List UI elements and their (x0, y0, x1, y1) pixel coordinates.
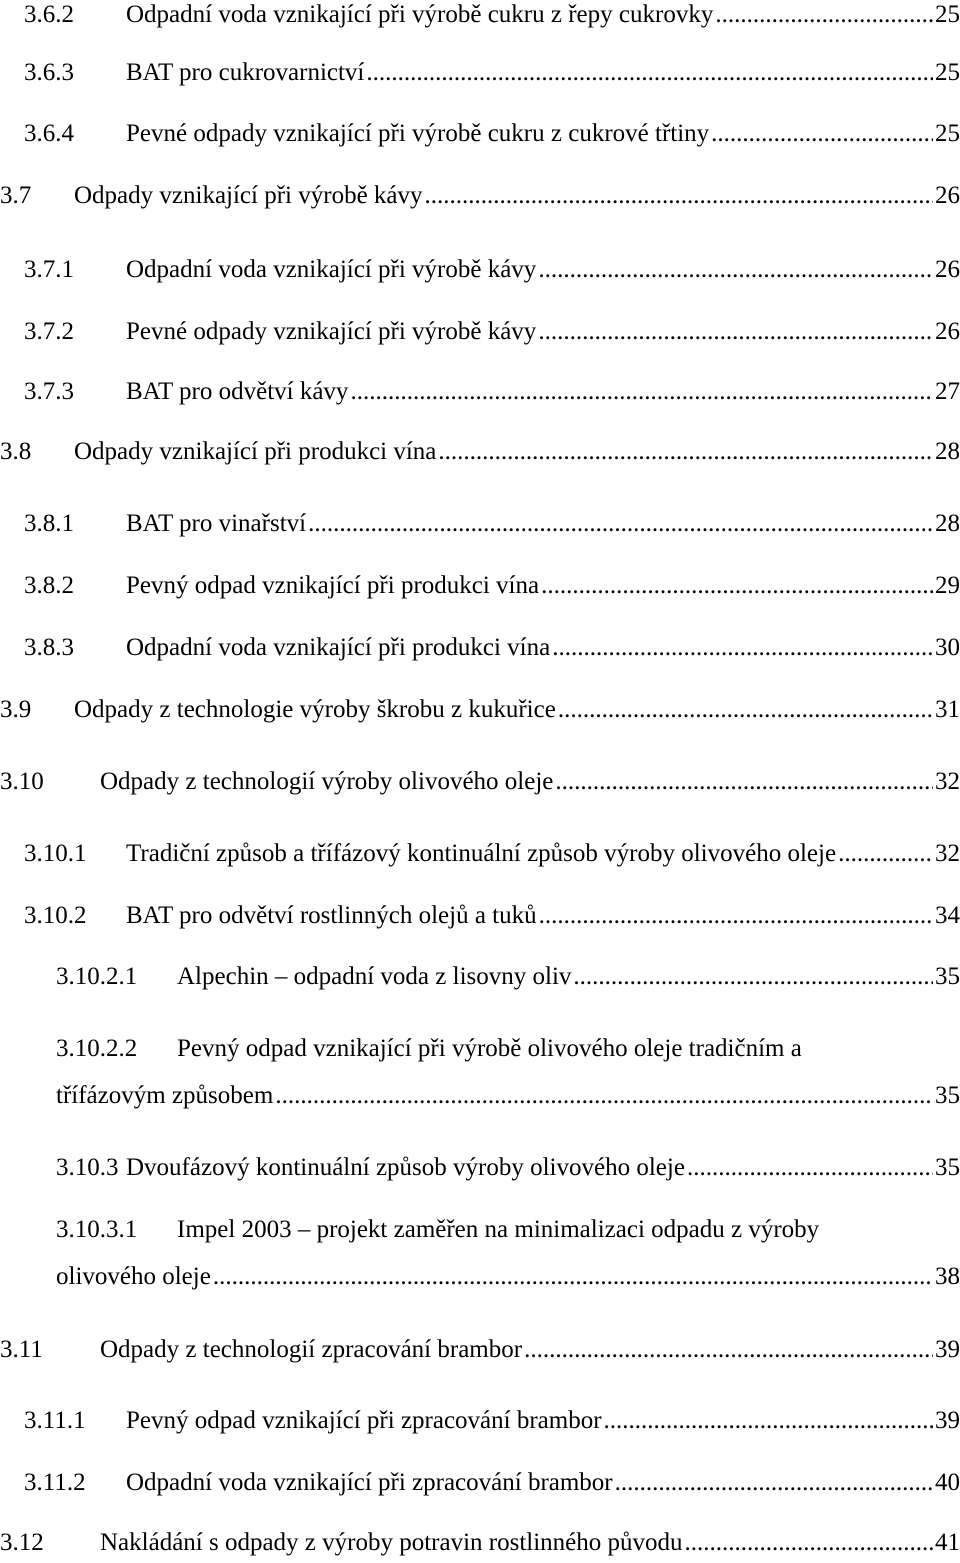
toc-entry-page: 28 (935, 438, 960, 465)
toc-leader-dots (275, 1081, 933, 1111)
toc-entry-title: Odpady vznikající při produkci vína (74, 438, 437, 465)
toc-entry-number: 3.10.2.1 (56, 963, 138, 990)
toc-entry-page: 26 (935, 182, 960, 209)
toc-leader-dots (308, 509, 933, 539)
toc-entry-continuation[interactable] (56, 1081, 960, 1111)
toc-leader-dots (715, 0, 933, 30)
toc-entry-continuation[interactable] (56, 1262, 960, 1292)
toc-entry[interactable] (24, 0, 960, 30)
toc-entry[interactable] (24, 1468, 960, 1498)
toc-leader-dots (552, 633, 933, 663)
toc-entry-title: Odpady z technologií výroby olivového oleje (100, 768, 554, 795)
toc-leader-dots (366, 58, 933, 88)
toc-entry-title: Nakládání s odpady z výroby potravin rostlinného původu (100, 1529, 683, 1556)
toc-entry[interactable] (0, 181, 960, 211)
toc-entry-page: 34 (935, 902, 960, 929)
toc-entry-title: Odpadní voda vznikající při výrobě kávy (126, 256, 537, 283)
toc-leader-dots (615, 1468, 933, 1498)
toc-entry-title: Tradiční způsob a třífázový kontinuální způsob výroby olivového oleje (126, 840, 837, 867)
toc-entry-title-continued: třífázovým způsobem (56, 1082, 274, 1109)
toc-entry-page: 31 (935, 696, 960, 723)
toc-entry[interactable] (24, 839, 960, 869)
toc-entry-number: 3.11.1 (24, 1407, 86, 1434)
toc-entry-page: 32 (935, 840, 960, 867)
toc-entry-page: 35 (935, 1154, 960, 1181)
toc-entry[interactable] (24, 509, 960, 539)
toc-entry-page: 39 (935, 1407, 960, 1434)
toc-entry-page: 26 (935, 318, 960, 345)
toc-entry[interactable] (0, 695, 960, 725)
toc-entry-title: BAT pro vinařství (126, 510, 307, 537)
toc-leader-dots (573, 962, 933, 992)
toc-entry-title: BAT pro cukrovarnictví (126, 59, 365, 86)
toc-entry-number: 3.6.4 (24, 120, 74, 147)
toc-entry-title: Pevný odpad vznikající při zpracování brambor (126, 1407, 602, 1434)
toc-entry-title: Odpadní voda vznikající při zpracování brambor (126, 1469, 613, 1496)
toc-entry-page: 28 (935, 510, 960, 537)
toc-entry-title: Odpady z technologií zpracování brambor (100, 1336, 523, 1363)
toc-leader-dots (687, 1153, 933, 1183)
toc-entry-page: 25 (935, 120, 960, 147)
toc-leader-dots (524, 1335, 933, 1365)
toc-entry-number: 3.6.2 (24, 1, 74, 28)
toc-entry-number: 3.8.2 (24, 572, 74, 599)
toc-entry-title: Pevné odpady vznikající při výrobě cukru z cukrové třtiny (126, 120, 710, 147)
toc-entry[interactable] (24, 633, 960, 663)
toc-entry-number: 3.11 (0, 1336, 43, 1363)
toc-entry-number: 3.6.3 (24, 59, 74, 86)
toc-entry[interactable] (24, 317, 960, 347)
toc-entry-page: 39 (935, 1336, 960, 1363)
toc-entry-title: Odpadní voda vznikající při výrobě cukru z řepy cukrovky (126, 1, 714, 28)
toc-entry-number: 3.12 (0, 1529, 44, 1556)
toc-entry-number: 3.11.2 (24, 1469, 86, 1496)
toc-entry-number: 3.10 (0, 768, 44, 795)
toc-entry-page: 35 (935, 963, 960, 990)
toc-entry[interactable] (0, 1335, 960, 1365)
toc-leader-dots (213, 1262, 933, 1292)
toc-entry[interactable] (56, 1153, 960, 1183)
toc-entry-title: Dvoufázový kontinuální způsob výroby olivového oleje (126, 1154, 685, 1181)
toc-leader-dots (604, 1406, 933, 1436)
toc-entry-page: 32 (935, 768, 960, 795)
toc-entry-number: 3.10.1 (24, 840, 87, 867)
toc-entry[interactable] (0, 767, 960, 797)
toc-entry-page: 25 (935, 1, 960, 28)
toc-entry[interactable] (24, 901, 960, 931)
toc-entry-number: 3.10.2.2 (56, 1035, 138, 1062)
toc-leader-dots (438, 437, 933, 467)
toc-entry-number: 3.8.3 (24, 634, 74, 661)
toc-entry-title-continued: olivového oleje (56, 1263, 211, 1290)
toc-entry-page: 27 (935, 378, 960, 405)
toc-entry-page: 30 (935, 634, 960, 661)
toc-entry-number: 3.8.1 (24, 510, 74, 537)
toc-leader-dots (558, 695, 933, 725)
toc-entry-number: 3.9 (0, 696, 32, 723)
toc-entry-title: Odpady vznikající při výrobě kávy (74, 182, 423, 209)
toc-entry[interactable] (0, 1528, 960, 1558)
toc-leader-dots (685, 1528, 933, 1558)
toc-entry-page: 41 (935, 1529, 960, 1556)
toc-entry-title: BAT pro odvětví kávy (126, 378, 349, 405)
toc-entry-title: Pevné odpady vznikající při výrobě kávy (126, 318, 537, 345)
toc-leader-dots (711, 119, 933, 149)
toc-leader-dots (539, 901, 933, 931)
toc-leader-dots (838, 839, 933, 869)
toc-entry-page: 25 (935, 59, 960, 86)
toc-entry-title: Impel 2003 – projekt zaměřen na minimalizaci odpadu z výroby (177, 1216, 820, 1243)
toc-entry-number: 3.10.3 (56, 1154, 119, 1181)
toc-entry-number: 3.7.1 (24, 256, 74, 283)
toc-entry-number: 3.7.2 (24, 318, 74, 345)
toc-leader-dots (538, 317, 933, 347)
toc-entry-title: Pevný odpad vznikající při výrobě olivového oleje tradičním a (177, 1035, 802, 1062)
toc-entry-number: 3.10.3.1 (56, 1216, 138, 1243)
toc-entry-number: 3.7.3 (24, 378, 74, 405)
toc-entry[interactable] (24, 1406, 960, 1436)
toc-entry[interactable] (0, 437, 960, 467)
toc-entry-title: Alpechin – odpadní voda z lisovny oliv (177, 963, 572, 990)
toc-leader-dots (425, 181, 933, 211)
toc-leader-dots (350, 377, 933, 407)
toc-leader-dots (555, 767, 933, 797)
toc-entry-page: 40 (935, 1469, 960, 1496)
toc-entry-page: 38 (935, 1263, 960, 1290)
toc-entry[interactable] (24, 255, 960, 285)
toc-entry-number: 3.7 (0, 182, 32, 209)
toc-entry[interactable] (56, 1215, 960, 1245)
toc-entry-page: 35 (935, 1082, 960, 1109)
toc-entry[interactable] (56, 962, 960, 992)
toc-entry[interactable] (24, 119, 960, 149)
toc-entry-title: Odpady z technologie výroby škrobu z kukuřice (74, 696, 556, 723)
toc-entry-title: Odpadní voda vznikající při produkci vína (126, 634, 551, 661)
toc-entry-number: 3.10.2 (24, 902, 87, 929)
toc-entry[interactable] (24, 571, 960, 601)
toc-entry-title: Pevný odpad vznikající při produkci vína (126, 572, 540, 599)
toc-entry-title: BAT pro odvětví rostlinných olejů a tuků (126, 902, 537, 929)
toc-entry-page: 26 (935, 256, 960, 283)
toc-leader-dots (541, 571, 933, 601)
toc-entry-number: 3.8 (0, 438, 32, 465)
toc-entry[interactable] (24, 377, 960, 407)
toc-leader-dots (538, 255, 933, 285)
toc-entry[interactable] (56, 1034, 960, 1064)
toc-entry[interactable] (24, 58, 960, 88)
toc-entry-page: 29 (935, 572, 960, 599)
